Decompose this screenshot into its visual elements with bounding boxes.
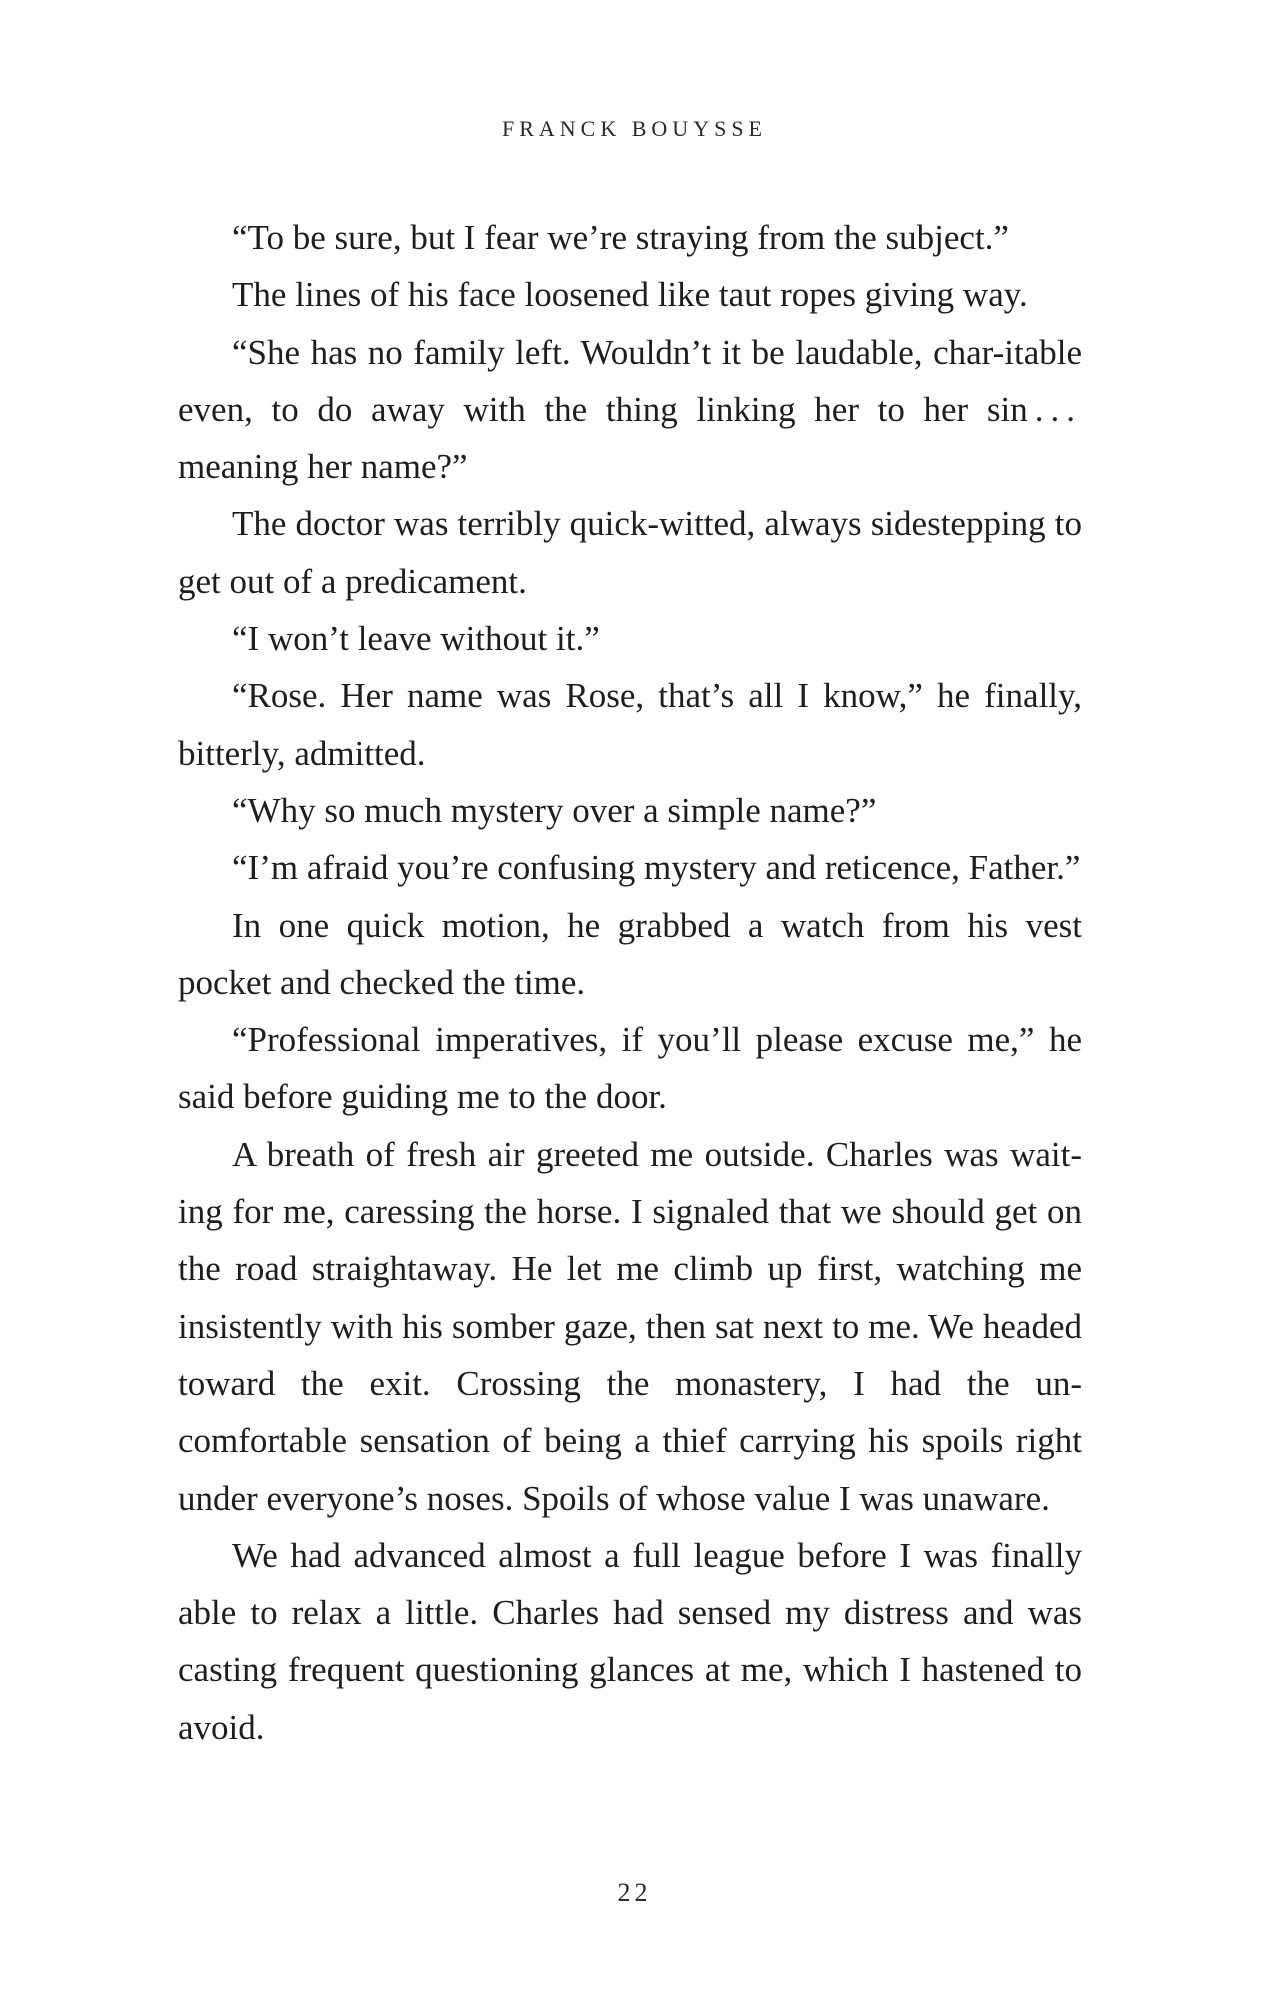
paragraph: “I’m afraid you’re confusing mystery and reticence, Father.” — [232, 848, 1081, 888]
paragraph: In one quick motion, he grabbed a watch from his vest pocket and checked the time. — [178, 905, 1082, 1002]
running-head-author: FRANCK BOUYSSE — [502, 116, 767, 141]
body-text — [178, 209, 1082, 1756]
paragraph: “She has no family left. Wouldn’t it be laudable, char-itable even, to do away with the thing linking her to her sin . . . meaning her name?” — [178, 332, 1082, 487]
paragraph: “Professional imperatives, if you’ll please excuse me,” he said before guiding me to the door. — [178, 1020, 1082, 1117]
paragraph: “Rose. Her name was Rose, that’s all I know,” he finally, bitterly, admitted. — [178, 676, 1082, 773]
paragraph: “I won’t leave without it.” — [232, 619, 600, 659]
page-number: 22 — [617, 1878, 652, 1907]
paragraph: A breath of fresh air greeted me outside. Charles was wait-ing for me, caressing the horse. I signaled that we should get on the road straightaway. He let me climb up first, watching me insistently with his somber gaze, then sat next to me. We headed toward the exit. Crossing the monastery, I had the un-comfortable sensation of being a thief carrying his spoils right under everyone’s noses. Spoils of whose value I was unaware. — [178, 1134, 1082, 1518]
paragraph: The doctor was terribly quick-witted, always sidestepping to get out of a predicament. — [178, 504, 1082, 601]
paragraph: We had advanced almost a full league before I was finally able to relax a little. Charles had sensed my distress and was casting frequent questioning glances at me, which I hastened to avoid. — [178, 1535, 1082, 1747]
paragraph: “To be sure, but I fear we’re straying from the subject.” — [232, 218, 1009, 257]
paragraph: “Why so much mystery over a simple name?” — [232, 790, 877, 830]
paragraph: The lines of his face loosened like taut ropes giving way. — [232, 275, 1028, 315]
